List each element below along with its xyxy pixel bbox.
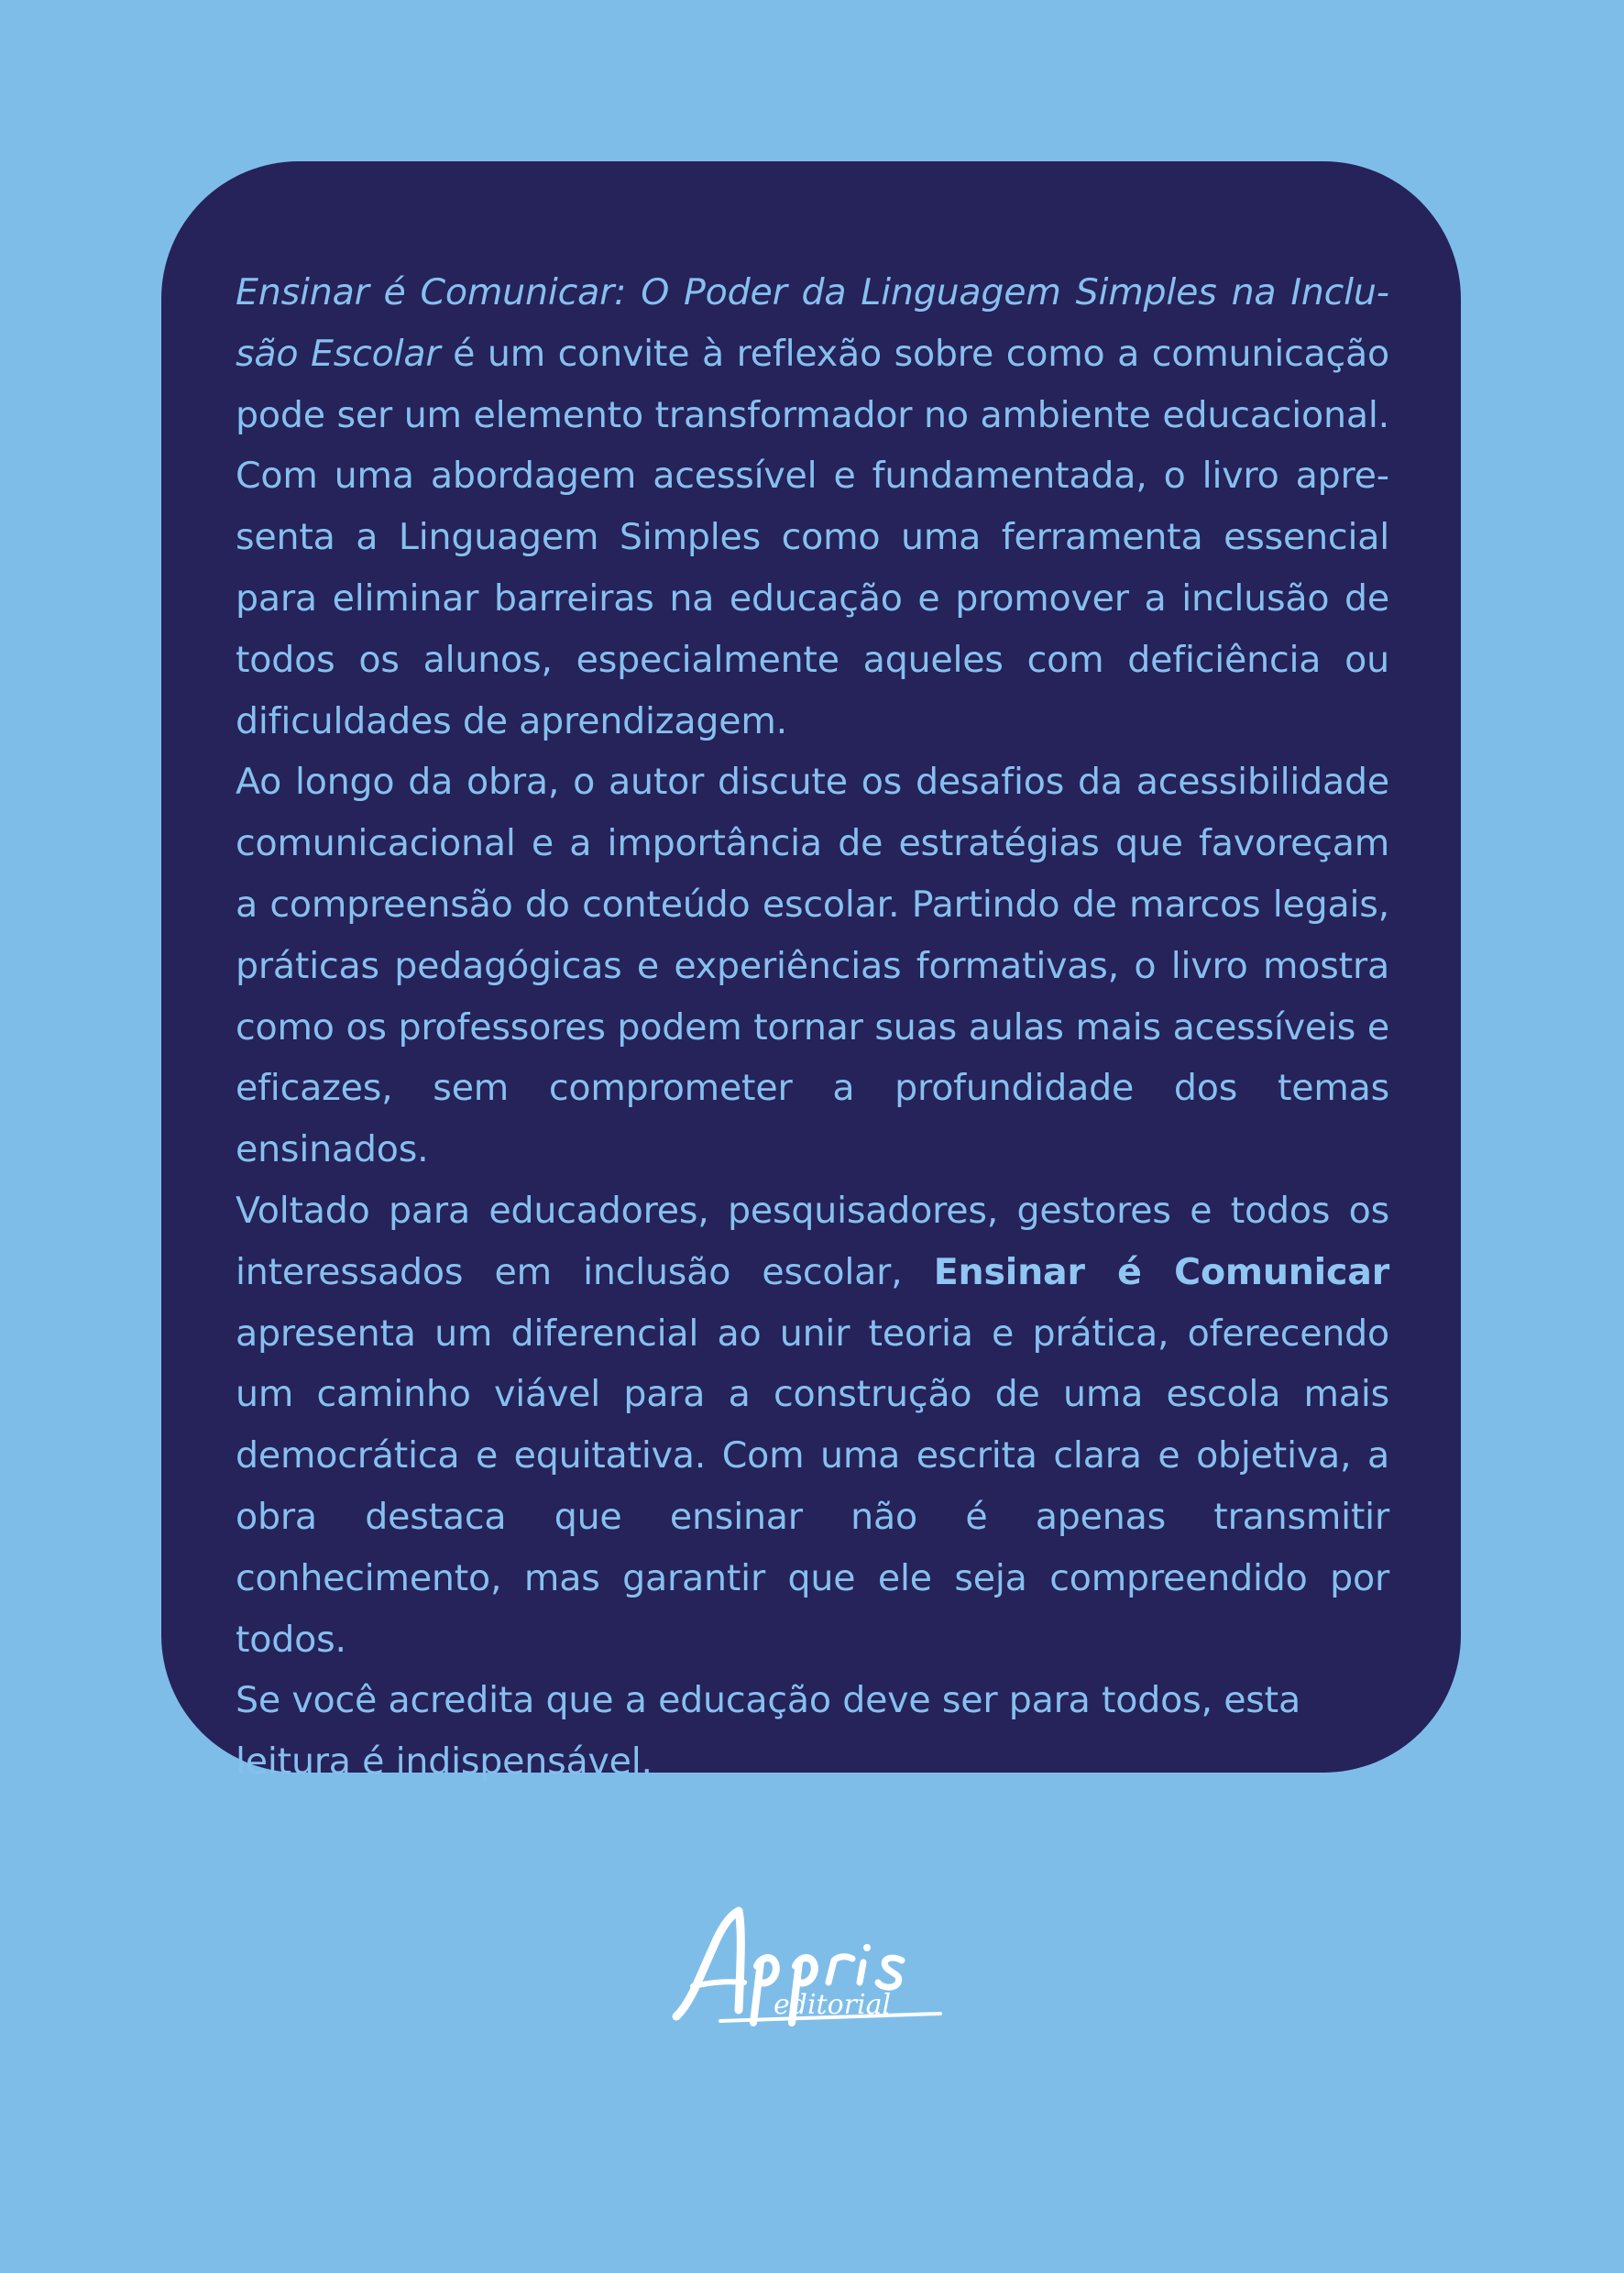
logo-subtitle: editorial — [774, 1989, 892, 2021]
paragraph-3 — [236, 1180, 1389, 1670]
book-title-italic: Ensinar é Comunicar: O Poder da Linguagem Simples na Inclusão Escolar — [236, 271, 1389, 375]
synopsis-text — [236, 262, 1389, 1793]
paragraph-2: Ao longo da obra, o autor discute os desafios da acessibilidade comunicacional e a importância de estratégias que favoreçam a compreensão do conteúdo escolar. Partindo de marcos legais, práticas pedagógicas e experiências formativas, o livro mostra como os professores podem tornar suas aulas mais acessíveis e eficazes, sem comprometer a profundidade dos temas ensinados. — [236, 761, 1389, 1171]
paragraph-4: Se você acredita que a educação deve ser para todos, esta leitura é indispensável. — [236, 1679, 1300, 1784]
paragraph-1 — [236, 262, 1389, 752]
synopsis-panel — [161, 161, 1461, 1784]
appris-editorial-logo — [665, 1902, 959, 2039]
paragraph-3-text-after: apresenta um diferencial ao unir teoria e prática, oferecendo um caminho viável para a construção de uma escola mais democrática e equitativa. Com uma escrita clara e objetiva, a obra destaca que ensinar não é apenas transmitir conhecimento, mas garantir que ele seja compreendido por todos. — [236, 1312, 1389, 1661]
appris-logo-icon — [665, 1902, 959, 2039]
paragraph-1-text: é um convite à reflexão sobre como a comunicação pode ser um elemento transformador no ambiente educacional. Com uma abordagem acessível e fundamentada, o livro apresenta a Linguagem Simples como uma ferramenta essencial para eliminar barreiras na educação e promover a inclusão de todos os alunos, especialmente aqueles com deficiência ou dificuldades de aprendizagem. — [236, 332, 1389, 742]
paragraph-3-text-before: Voltado para educadores, pesquisadores, gestores e todos os interessados em inclusão escolar, — [236, 1189, 1389, 1293]
book-title-bold: Ensinar é Comunicar — [933, 1250, 1389, 1293]
